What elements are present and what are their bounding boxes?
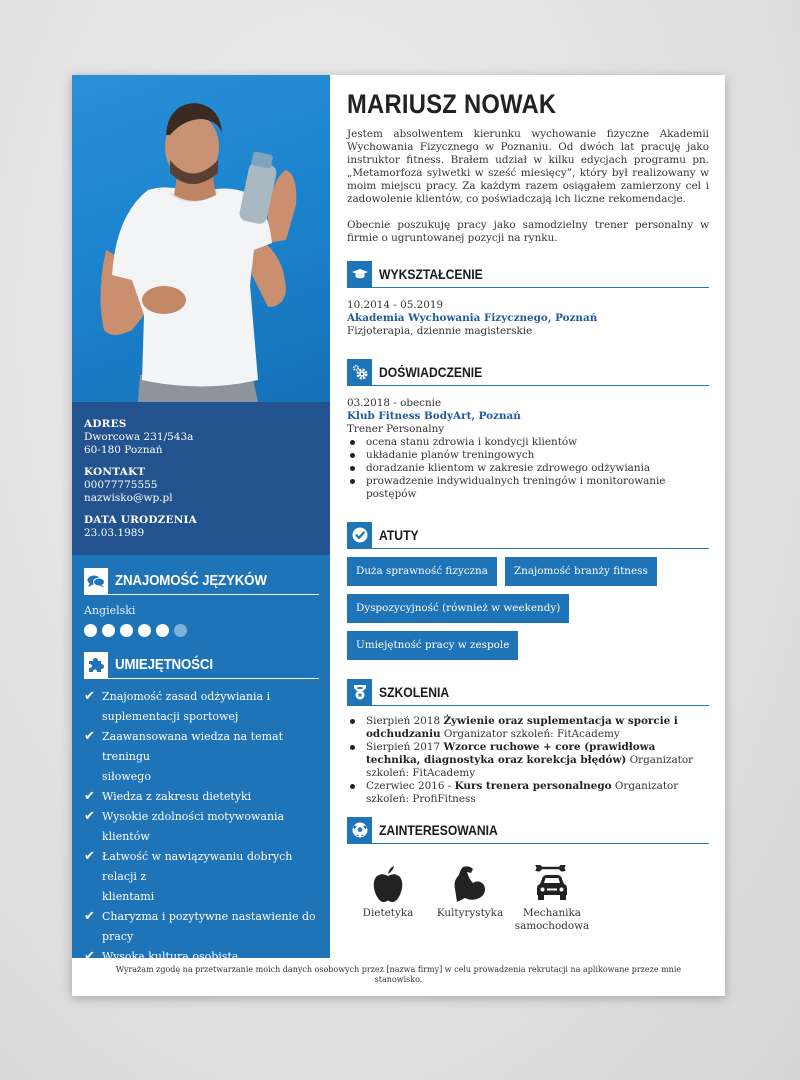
trainings-heading bbox=[347, 679, 709, 706]
candidate-name: MARIUSZ NOWAK bbox=[347, 89, 557, 119]
check-icon: ✔ bbox=[84, 789, 95, 804]
interest-label: Dietetyka bbox=[362, 907, 414, 919]
experience-title: DOŚWIADCZENIE bbox=[379, 364, 483, 380]
duty-item: prowadzenie indywidualnych treningów i monitorowanie postępów bbox=[347, 475, 709, 501]
birth-date-label: DATA URODZENIA bbox=[84, 514, 197, 526]
training-item: Sierpień 2017 Wzorce ruchowe + core (prawidłowa technika, diagnostyka oraz korekcja błędów) Organizator szkoleń: FitAcademy bbox=[347, 741, 709, 780]
school-name: Akademia Wychowania Fizycznego, Poznań bbox=[347, 312, 598, 324]
skills-heading bbox=[84, 651, 319, 679]
contact-label: KONTAKT bbox=[84, 466, 146, 478]
interest-label: Mechanika samochodowa bbox=[514, 907, 590, 932]
skill-item-continued: klientami bbox=[102, 890, 155, 903]
address-line2: 60-180 Poznań bbox=[84, 444, 163, 456]
skill-item-continued: suplementacji sportowej bbox=[102, 710, 239, 723]
address-line1: Dworcowa 231/543a bbox=[84, 431, 194, 443]
duties-list bbox=[347, 436, 709, 501]
language-name: Angielski bbox=[84, 604, 136, 617]
car-wrench-icon bbox=[511, 857, 593, 903]
about-paragraph: Obecnie poszukuję pracy jako samodzielny trener personalny w firmie o ugruntowanej pozycji na rynku. bbox=[347, 219, 709, 244]
skill-item: ✔ Wiedza z zakresu fizjoterapii bbox=[84, 967, 324, 987]
address-label: ADRES bbox=[84, 418, 127, 430]
duty-item: doradzanie klientom w zakresie zdrowego odżywiania bbox=[347, 462, 709, 475]
interest-item bbox=[429, 857, 511, 933]
skill-item: ✔ Łatwość w nawiązywaniu dobrych relacji z bbox=[84, 847, 324, 887]
apple-icon bbox=[347, 857, 429, 903]
skill-item-continued: pracy bbox=[102, 930, 134, 943]
level-dot-filled bbox=[84, 624, 97, 637]
interests-list bbox=[347, 857, 593, 933]
soccer-ball-icon bbox=[347, 817, 372, 844]
experience-heading bbox=[347, 359, 709, 386]
education-dates: 10.2014 - 05.2019 bbox=[347, 299, 444, 311]
profile-photo bbox=[72, 75, 330, 402]
skill-item: ✔ Zaawansowana wiedza na temat treningu bbox=[84, 727, 324, 767]
interest-label: Kultyrystyka bbox=[436, 907, 504, 919]
check-icon: ✔ bbox=[84, 689, 95, 704]
level-dot-filled bbox=[102, 624, 115, 637]
duty-item: ocena stanu zdrowia i kondycji klientów bbox=[347, 436, 709, 449]
skills-title: UMIEJĘTNOŚCI bbox=[115, 656, 213, 673]
languages-heading bbox=[84, 567, 319, 595]
medal-icon bbox=[347, 679, 372, 706]
strength-tag: Duża sprawność fizyczna bbox=[347, 557, 497, 586]
puzzle-icon bbox=[84, 652, 108, 678]
experience-entry bbox=[347, 397, 709, 501]
skill-item-continued: siłowego bbox=[102, 770, 151, 783]
training-item: Sierpień 2018 Żywienie oraz suplementacja w sporcie i odchudzaniu Organizator szkoleń: FitAcademy bbox=[347, 715, 709, 741]
birth-date: 23.03.1989 bbox=[84, 527, 145, 539]
strength-tag: Znajomość branży fitness bbox=[505, 557, 657, 586]
company-name: Klub Fitness BodyArt, Poznań bbox=[347, 410, 521, 422]
strength-tag: Dyspozycyjność (również w weekendy) bbox=[347, 594, 569, 623]
check-icon: ✔ bbox=[84, 949, 95, 964]
education-entry bbox=[347, 299, 709, 338]
check-icon: ✔ bbox=[84, 729, 95, 744]
biceps-icon bbox=[429, 857, 511, 903]
check-badge-icon bbox=[347, 522, 372, 549]
experience-dates: 03.2018 - obecnie bbox=[347, 397, 442, 409]
check-icon: ✔ bbox=[84, 909, 95, 924]
level-dot-empty bbox=[174, 624, 187, 637]
phone: 00077775555 bbox=[84, 479, 158, 491]
education-title: WYKSZTAŁCENIE bbox=[379, 266, 483, 282]
duty-item: układanie planów treningowych bbox=[347, 449, 709, 462]
about-summary bbox=[347, 128, 709, 245]
skill-item: ✔ Wysokie zdolności motywowania klientów bbox=[84, 807, 324, 847]
interest-item bbox=[511, 857, 593, 933]
gdpr-consent: Wyrażam zgodę na przetwarzanie moich danych osobowych przez [nazwa firmy] w celu prowadzenia rekrutacji na aplikowane przeze mnie stanowisko. bbox=[115, 965, 682, 984]
languages-title: ZNAJOMOŚĆ JĘZYKÓW bbox=[115, 572, 267, 589]
skill-item: ✔ Znajomość zasad odżywiania i bbox=[84, 687, 324, 707]
field-of-study: Fizjoterapia, dziennie magisterskie bbox=[347, 325, 533, 337]
level-dot-filled bbox=[156, 624, 169, 637]
interest-item bbox=[347, 857, 429, 933]
level-dot-filled bbox=[120, 624, 133, 637]
strength-tag: Umiejętność pracy w zespole bbox=[347, 631, 518, 660]
interests-title: ZAINTERESOWANIA bbox=[379, 822, 498, 838]
skills-list bbox=[84, 687, 324, 987]
contact-block bbox=[72, 402, 330, 555]
email: nazwisko@wp.pl bbox=[84, 492, 173, 504]
strengths-title: ATUTY bbox=[379, 527, 419, 543]
check-icon: ✔ bbox=[84, 809, 95, 824]
trainings-title: SZKOLENIA bbox=[379, 684, 450, 700]
check-icon: ✔ bbox=[84, 849, 95, 864]
language-level-dots bbox=[84, 624, 187, 637]
job-position: Trener Personalny bbox=[347, 423, 445, 435]
education-heading bbox=[347, 261, 709, 288]
left-sidebar bbox=[72, 75, 330, 984]
level-dot-filled bbox=[138, 624, 151, 637]
skill-item: ✔ Charyzma i pozytywne nastawienie do bbox=[84, 907, 324, 927]
trainings-list bbox=[347, 715, 709, 806]
graduation-cap-icon bbox=[347, 261, 372, 288]
interests-heading bbox=[347, 817, 709, 844]
about-paragraph: Jestem absolwentem kierunku wychowanie fizyczne Akademii Wychowania Fizycznego w Poznaniu. Od dwóch lat pracuję jako instruktor fitness. Brałem udział w kilku edycjach programu pn. „Metamorfoza sylwetki w sześć miesięcy”, który był realizowany w moim miejscu pracy. Za każdym razem osiągałem zamierzony cel i zadowolenie klientów, co poświadczają ich liczne rekomendacje. bbox=[347, 128, 709, 205]
strengths-heading bbox=[347, 522, 709, 549]
strengths-tags bbox=[347, 557, 709, 668]
gears-icon bbox=[347, 359, 372, 386]
skill-item: ✔ Wysoka kultura osobista bbox=[84, 947, 324, 967]
cv-page bbox=[72, 75, 725, 996]
check-icon: ✔ bbox=[84, 969, 95, 984]
training-item: Czerwiec 2016 - Kurs trenera personalnego Organizator szkoleń: ProfiFitness bbox=[347, 780, 709, 806]
speech-bubbles-icon bbox=[84, 568, 108, 594]
skill-item: ✔ Wiedza z zakresu dietetyki bbox=[84, 787, 324, 807]
